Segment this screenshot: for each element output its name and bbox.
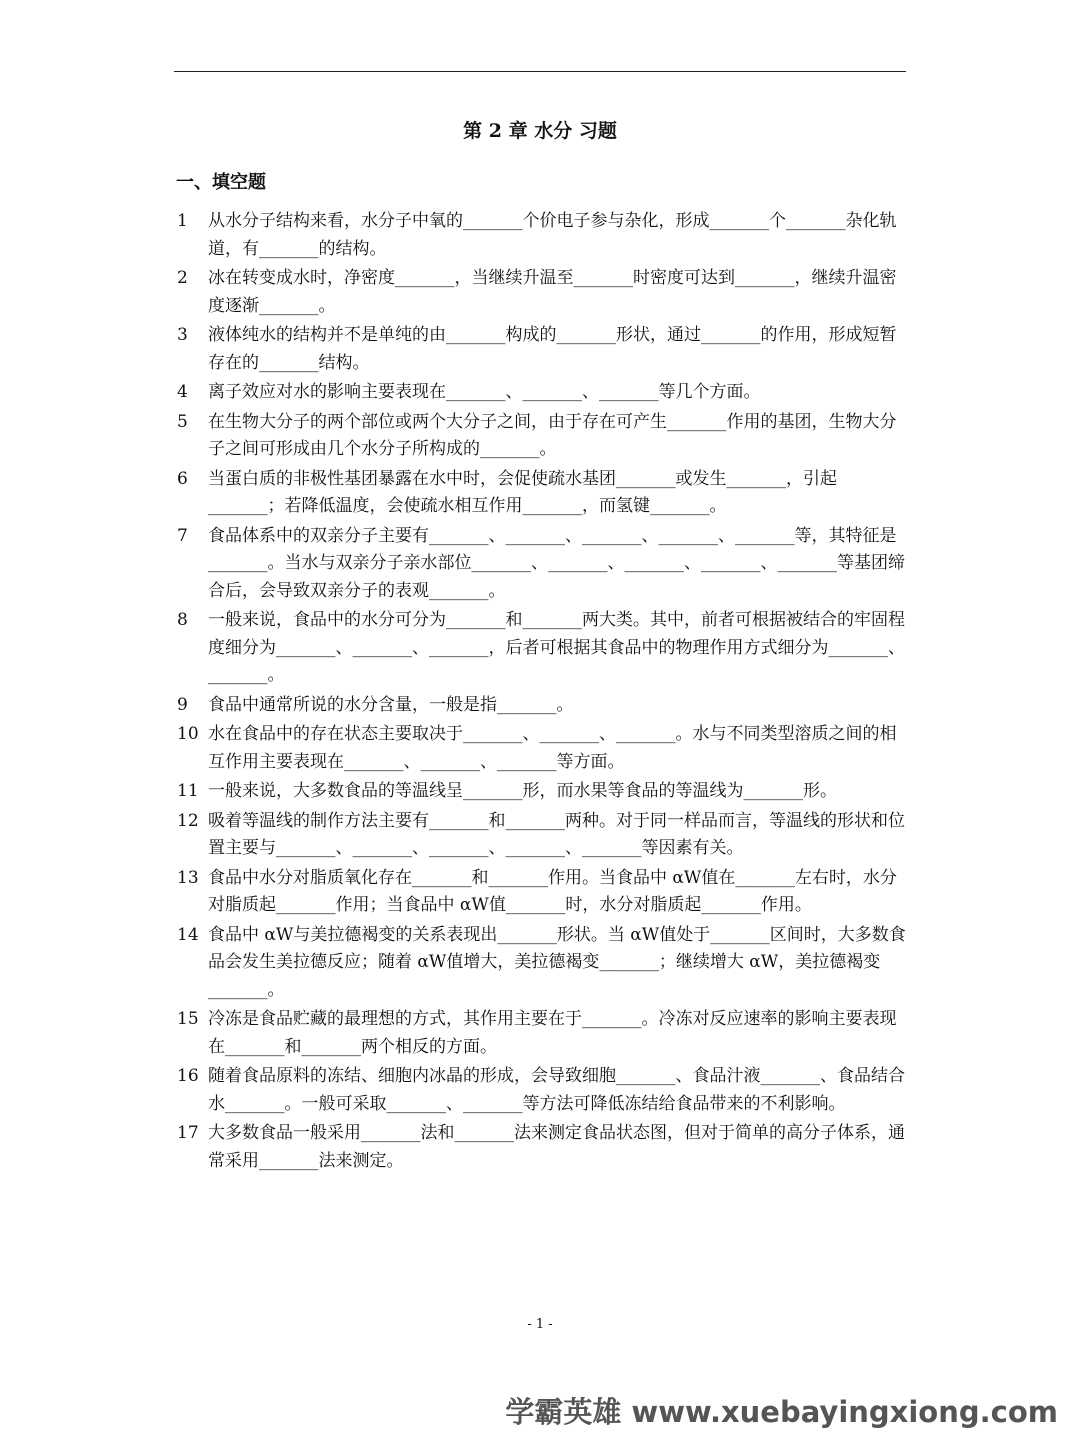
question-1 xyxy=(177,208,907,263)
page-number: - 1 - xyxy=(527,1317,553,1332)
question-11 xyxy=(177,778,907,806)
question-4 xyxy=(177,379,907,407)
question-3 xyxy=(177,322,907,377)
question-number: 1 xyxy=(177,211,188,231)
question-text: 冰在转变成水时，净密度_______，当继续升温至_______时密度可达到_______，继续升温密度逐渐_______。 xyxy=(208,268,897,316)
question-text: 从水分子结构来看，水分子中氧的_______个价电子参与杂化，形成_______个_______杂化轨道，有_______的结构。 xyxy=(208,211,897,259)
question-number: 17 xyxy=(177,1123,199,1143)
question-text: 在生物大分子的两个部位或两个大分子之间，由于存在可产生_______作用的基团，生物大分子之间可形成由几个水分子所构成的_______。 xyxy=(208,411,897,459)
question-13 xyxy=(177,865,907,920)
question-number: 13 xyxy=(177,867,199,888)
question-text: 当蛋白质的非极性基团暴露在水中时，会促使疏水基团_______或发生_______，引起_______；若降低温度，会使疏水相互作用_______，而氢键_______。 xyxy=(208,468,837,516)
question-15 xyxy=(177,1006,907,1061)
question-number: 5 xyxy=(177,411,188,432)
question-number: 10 xyxy=(177,724,199,744)
section-heading: 一、填空题 xyxy=(176,172,266,193)
question-text: 水在食品中的存在状态主要取决于_______、_______、_______。水与不同类型溶质之间的相互作用主要表现在_______、_______、_______等方面。 xyxy=(208,724,897,772)
question-text: 一般来说，食品中的水分可分为_______和_______两大类。其中，前者可根据被结合的牢固程度细分为_______、_______、_______，后者可根据其食品中的物理作用方式细分为_______、_______。 xyxy=(208,610,905,685)
question-5 xyxy=(177,409,907,464)
header-rule xyxy=(174,71,906,72)
question-list xyxy=(177,208,907,1177)
question-text: 大多数食品一般采用_______法和_______法来测定食品状态图，但对于简单的高分子体系，通常采用_______法来测定。 xyxy=(208,1123,905,1171)
question-number: 9 xyxy=(177,694,188,715)
question-number: 11 xyxy=(177,781,199,801)
question-text: 食品中通常所说的水分含量，一般是指_______。 xyxy=(208,694,574,715)
question-2 xyxy=(177,265,907,320)
chapter-title: 第 2 章 水分 习题 xyxy=(463,120,617,142)
site-watermark: 学霸英雄 www.xuebayingxiong.com xyxy=(505,1395,1058,1429)
question-6 xyxy=(177,466,907,521)
question-number: 16 xyxy=(177,1066,199,1086)
question-number: 6 xyxy=(177,468,188,489)
question-text: 吸着等温线的制作方法主要有_______和_______两种。对于同一样品而言，等温线的形状和位置主要与_______、_______、_______、_______、_______等因素有关。 xyxy=(208,810,905,858)
question-text: 冷冻是食品贮藏的最理想的方式，其作用主要在于_______。冷冻对反应速率的影响主要表现在_______和_______两个相反的方面。 xyxy=(208,1009,897,1057)
question-9 xyxy=(177,692,907,720)
question-number: 2 xyxy=(177,268,188,288)
question-14 xyxy=(177,922,907,1005)
question-text: 一般来说，大多数食品的等温线呈_______形，而水果等食品的等温线为_______形。 xyxy=(208,781,837,801)
question-text: 食品体系中的双亲分子主要有_______、_______、_______、_______、_______等，其特征是_______。当水与双亲分子亲水部位_______、_______、_______、_______、_______等基团缔合后，会导致双亲分子的表观_______。 xyxy=(208,525,905,601)
question-number: 7 xyxy=(177,525,188,546)
question-10 xyxy=(177,721,907,776)
question-text: 食品中水分对脂质氧化存在_______和_______作用。当食品中 αW值在_______左右时，水分对脂质起_______作用；当食品中 αW值_______时，水分对脂质起_______作用。 xyxy=(208,867,897,915)
question-7 xyxy=(177,523,907,606)
question-number: 15 xyxy=(177,1009,199,1029)
question-16 xyxy=(177,1063,907,1118)
question-text: 离子效应对水的影响主要表现在_______、_______、_______等几个方面。 xyxy=(208,382,761,402)
question-number: 3 xyxy=(177,325,188,345)
question-number: 4 xyxy=(177,382,188,402)
question-17 xyxy=(177,1120,907,1175)
question-text: 液体纯水的结构并不是单纯的由_______构成的_______形状，通过_______的作用，形成短暂存在的_______结构。 xyxy=(208,325,897,373)
question-text: 食品中 αW与美拉德褐变的关系表现出_______形状。当 αW值处于_______区间时，大多数食品会发生美拉德反应；随着 αW值增大，美拉德褐变_______；继续增大 αW，美拉德褐变_______。 xyxy=(208,924,906,1000)
question-number: 8 xyxy=(177,610,188,630)
question-number: 12 xyxy=(177,810,199,831)
question-text: 随着食品原料的冻结、细胞内冰晶的形成，会导致细胞_______、食品汁液_______、食品结合水_______。一般可采取_______、_______等方法可降低冻结给食品带来的不利影响。 xyxy=(208,1066,905,1114)
question-12 xyxy=(177,808,907,863)
question-8 xyxy=(177,607,907,690)
question-number: 14 xyxy=(177,924,199,945)
